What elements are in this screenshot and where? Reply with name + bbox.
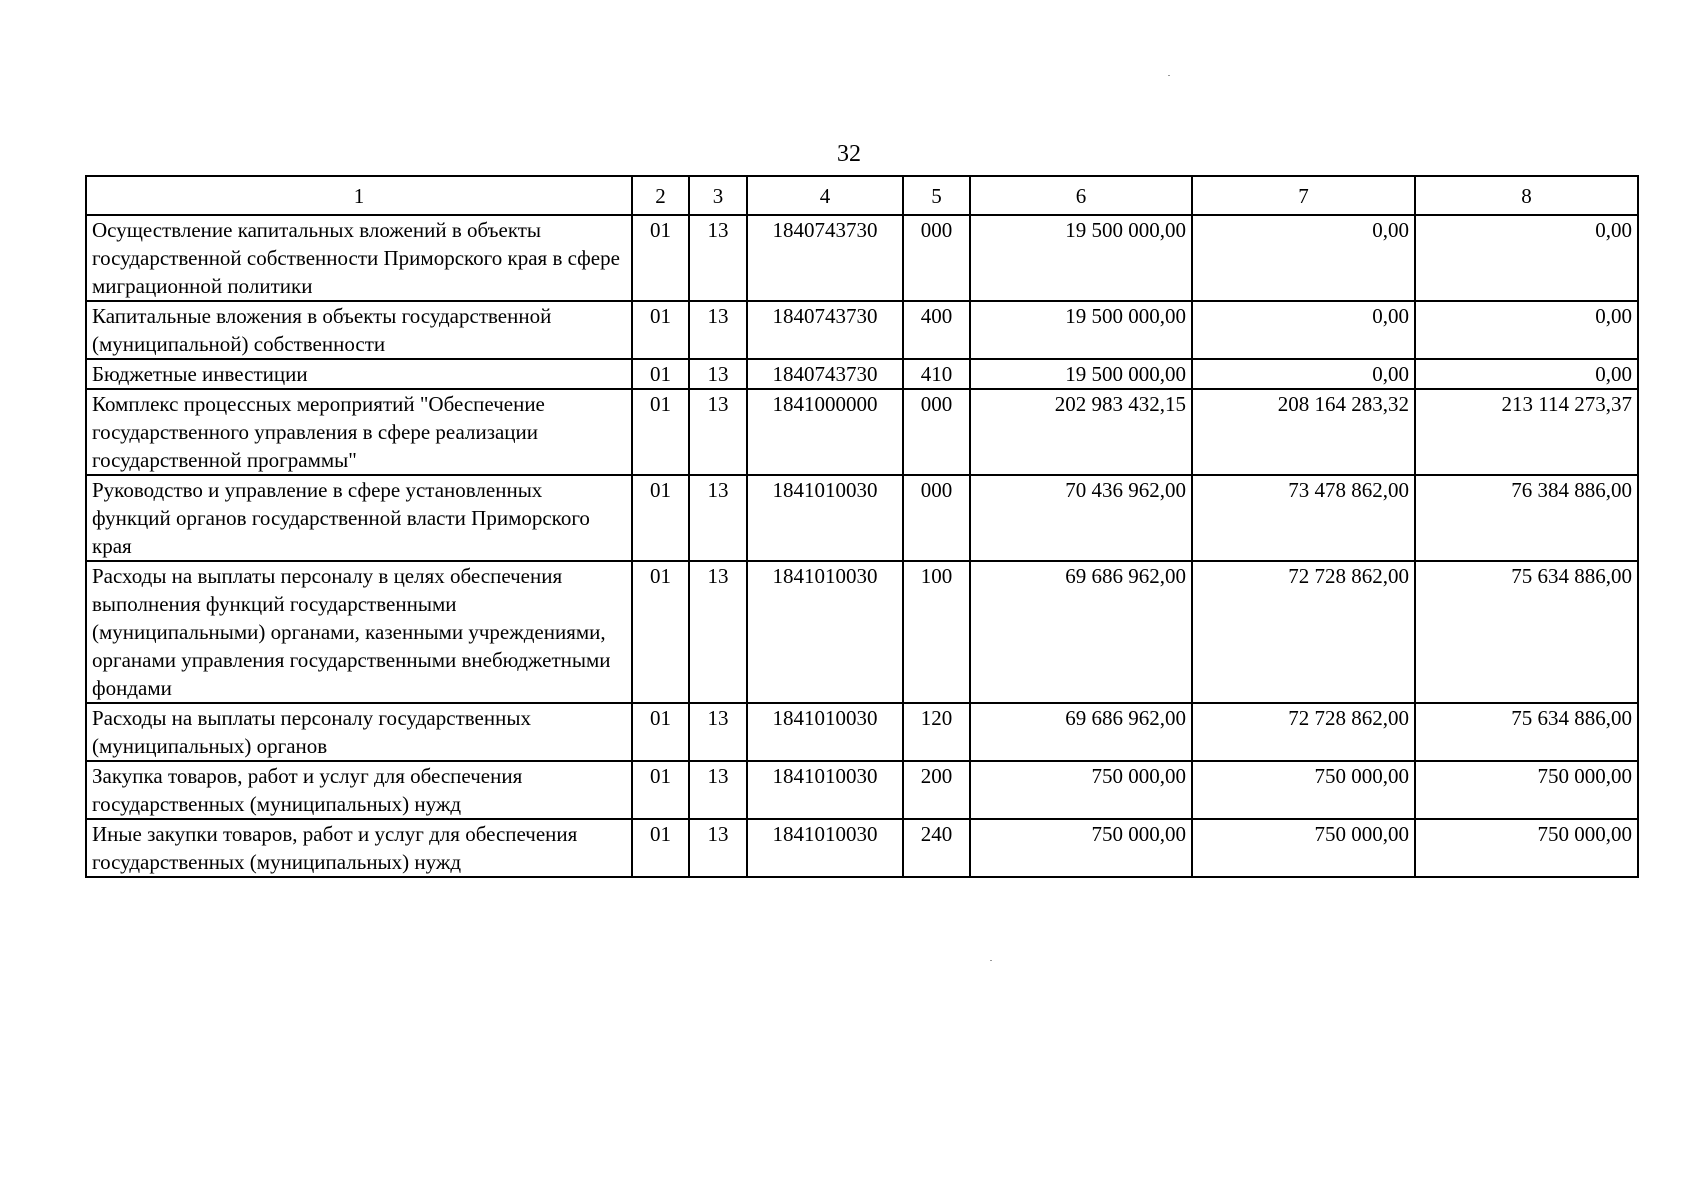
section-code: 01 [632,761,689,819]
expense-type-code: 400 [903,301,970,359]
amount-col6: 750 000,00 [970,761,1192,819]
amount-col8: 76 384 886,00 [1415,475,1638,561]
expense-type-code: 000 [903,215,970,301]
section-code: 01 [632,359,689,389]
expense-type-code: 200 [903,761,970,819]
target-article-code: 1841010030 [747,703,903,761]
target-article-code: 1841010030 [747,819,903,877]
expense-name: Капитальные вложения в объекты государственной (муниципальной) собственности [86,301,632,359]
amount-col8: 0,00 [1415,215,1638,301]
expense-type-code: 120 [903,703,970,761]
amount-col7: 208 164 283,32 [1192,389,1415,475]
section-code: 01 [632,215,689,301]
subsection-code: 13 [689,359,747,389]
amount-col8: 75 634 886,00 [1415,703,1638,761]
subsection-code: 13 [689,215,747,301]
subsection-code: 13 [689,389,747,475]
amount-col8: 750 000,00 [1415,761,1638,819]
column-header: 3 [689,176,747,215]
table-row [86,703,1638,761]
table-row [86,301,1638,359]
expense-type-code: 240 [903,819,970,877]
target-article-code: 1840743730 [747,359,903,389]
column-header: 7 [1192,176,1415,215]
amount-col7: 0,00 [1192,301,1415,359]
target-article-code: 1840743730 [747,301,903,359]
target-article-code: 1841010030 [747,761,903,819]
expense-type-code: 100 [903,561,970,703]
subsection-code: 13 [689,819,747,877]
table-row [86,561,1638,703]
section-code: 01 [632,819,689,877]
table-row [86,475,1638,561]
column-header: 6 [970,176,1192,215]
table-row [86,359,1638,389]
amount-col6: 19 500 000,00 [970,359,1192,389]
expense-name: Расходы на выплаты персоналу в целях обеспечения выполнения функций государственными (муниципальными) органами, казенными учреждениями, органами управления государственными внебюджетными фондами [86,561,632,703]
target-article-code: 1841000000 [747,389,903,475]
amount-col7: 73 478 862,00 [1192,475,1415,561]
expense-name: Расходы на выплаты персоналу государственных (муниципальных) органов [86,703,632,761]
column-header: 4 [747,176,903,215]
section-code: 01 [632,561,689,703]
subsection-code: 13 [689,561,747,703]
section-code: 01 [632,389,689,475]
table-row [86,389,1638,475]
subsection-code: 13 [689,475,747,561]
expense-name: Бюджетные инвестиции [86,359,632,389]
page-number: 32 [837,141,861,167]
amount-col8: 0,00 [1415,301,1638,359]
amount-col6: 69 686 962,00 [970,703,1192,761]
subsection-code: 13 [689,761,747,819]
amount-col6: 750 000,00 [970,819,1192,877]
amount-col7: 750 000,00 [1192,819,1415,877]
target-article-code: 1840743730 [747,215,903,301]
expense-name: Руководство и управление в сфере установленных функций органов государственной власти Приморского края [86,475,632,561]
budget-table [85,175,1639,878]
column-header: 1 [86,176,632,215]
column-header: 8 [1415,176,1638,215]
column-header: 5 [903,176,970,215]
amount-col8: 213 114 273,37 [1415,389,1638,475]
subsection-code: 13 [689,301,747,359]
expense-name: Иные закупки товаров, работ и услуг для обеспечения государственных (муниципальных) нужд [86,819,632,877]
amount-col8: 75 634 886,00 [1415,561,1638,703]
amount-col7: 72 728 862,00 [1192,703,1415,761]
section-code: 01 [632,301,689,359]
table-row [86,215,1638,301]
subsection-code: 13 [689,703,747,761]
table-row [86,761,1638,819]
target-article-code: 1841010030 [747,475,903,561]
amount-col6: 202 983 432,15 [970,389,1192,475]
expense-type-code: 410 [903,359,970,389]
expense-name: Комплекс процессных мероприятий "Обеспечение государственного управления в сфере реализации государственной программы" [86,389,632,475]
expense-type-code: 000 [903,475,970,561]
column-header: 2 [632,176,689,215]
amount-col6: 19 500 000,00 [970,215,1192,301]
target-article-code: 1841010030 [747,561,903,703]
amount-col7: 72 728 862,00 [1192,561,1415,703]
expense-name: Закупка товаров, работ и услуг для обеспечения государственных (муниципальных) нужд [86,761,632,819]
header-row [86,176,1638,215]
amount-col7: 0,00 [1192,215,1415,301]
section-code: 01 [632,703,689,761]
expense-name: Осуществление капитальных вложений в объекты государственной собственности Приморского края в сфере миграционной политики [86,215,632,301]
amount-col7: 750 000,00 [1192,761,1415,819]
section-code: 01 [632,475,689,561]
scan-speck [1168,75,1170,76]
expense-type-code: 000 [903,389,970,475]
amount-col8: 750 000,00 [1415,819,1638,877]
amount-col6: 69 686 962,00 [970,561,1192,703]
table-row [86,819,1638,877]
amount-col7: 0,00 [1192,359,1415,389]
amount-col8: 0,00 [1415,359,1638,389]
amount-col6: 19 500 000,00 [970,301,1192,359]
scan-speck [990,960,992,961]
amount-col6: 70 436 962,00 [970,475,1192,561]
